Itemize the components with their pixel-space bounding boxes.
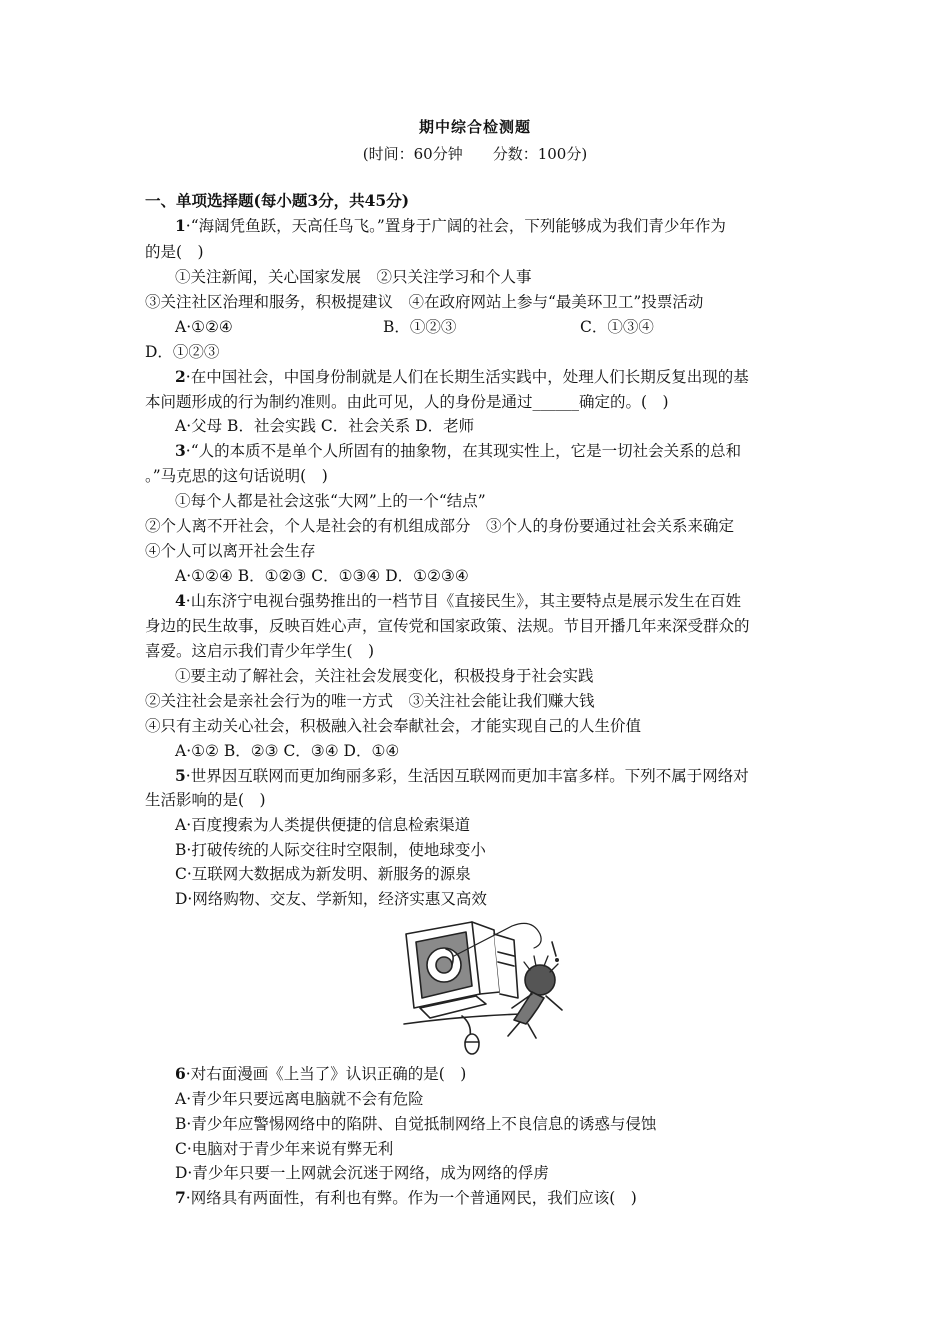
question-1-option-a: A·①②④: [175, 318, 233, 336]
question-number: 3: [175, 441, 186, 460]
question-4-item-1: ①要主动了解社会，关注社会发展变化，积极投身于社会实践: [175, 667, 594, 685]
question-5-option-d: D·网络购物、交友、学新知，经济实惠又高效: [175, 890, 487, 908]
question-2-options: A·父母 B．社会实践 C．社会关系 D．老师: [175, 417, 475, 435]
question-1-item-1: ①关注新闻，关心国家发展 ②只关注学习和个人事: [175, 268, 532, 286]
question-2-line-2: 本问题形成的行为制约准则。由此可见，人的身份是通过______确定的。( ): [145, 393, 669, 411]
question-4-options: A·①② B．②③ C．③④ D．①④: [175, 742, 400, 760]
question-4-item-3: ④只有主动关心社会，积极融入社会奉献社会，才能实现自己的人生价值: [145, 717, 642, 735]
question-4-line-1: 4·山东济宁电视台强势推出的一档节目《直接民生》，其主要特点是展示发生在百姓: [175, 591, 741, 610]
question-3-item-2: ②个人离不开社会，个人是社会的有机组成部分 ③个人的身份要通过社会关系来确定: [145, 517, 735, 535]
question-6-option-a: A·青少年只要远离电脑就不会有危险: [175, 1090, 424, 1108]
question-5-option-c: C·互联网大数据成为新发明、新服务的源泉: [175, 865, 471, 883]
question-number: 6: [175, 1064, 186, 1083]
question-2-line-1: 2·在中国社会，中国身份制就是人们在长期生活实践中，处理人们长期反复出现的基: [175, 367, 749, 386]
cartoon-illustration: [402, 912, 574, 1057]
question-1-line-1: 1·“海阔凭鱼跃，天高任鸟飞。”置身于广阔的社会，下列能够成为我们青少年作为: [175, 216, 726, 235]
question-6-option-d: D·青少年只要一上网就会沉迷于网络，成为网络的俘虏: [175, 1164, 549, 1182]
question-number: 1: [175, 216, 186, 235]
question-6-option-b: B·青少年应警惕网络中的陷阱、自觉抵制网络上不良信息的诱惑与侵蚀: [175, 1115, 657, 1133]
question-1-item-2: ③关注社区治理和服务，积极提建议 ④在政府网站上参与“最美环卫工”投票活动: [145, 293, 704, 311]
question-3-item-3: ④个人可以离开社会生存: [145, 542, 316, 560]
question-6-line-1: 6·对右面漫画《上当了》认识正确的是( ): [175, 1064, 467, 1083]
question-3-item-1: ①每个人都是社会这张“大网”上的一个“结点”: [175, 492, 486, 510]
question-4-line-2: 身边的民生故事，反映百姓心声，宣传党和国家政策、法规。节目开播几年来深受群众的: [145, 617, 750, 635]
question-3-line-1: 3·“人的本质不是单个人所固有的抽象物，在其现实性上，它是一切社会关系的总和: [175, 441, 742, 460]
question-5-option-b: B·打破传统的人际交往时空限制，使地球变小: [175, 841, 486, 859]
question-number: 4: [175, 591, 186, 610]
question-4-item-2: ②关注社会是亲社会行为的唯一方式 ③关注社会能让我们赚大钱: [145, 692, 595, 710]
page-title: 期中综合检测题: [418, 118, 531, 136]
question-6-option-c: C·电脑对于青少年来说有弊无利: [175, 1140, 394, 1158]
question-5-line-2: 生活影响的是( ): [145, 791, 266, 809]
question-1-option-d: D．①②③: [145, 343, 220, 361]
question-number: 7: [175, 1188, 186, 1207]
question-3-options: A·①②④ B．①②③ C．①③④ D．①②③④: [175, 567, 469, 585]
question-number: 2: [175, 367, 186, 386]
section-heading: 一、单项选择题(每小题3分，共45分): [145, 191, 410, 210]
question-7-line-1: 7·网络具有两面性，有利也有弊。作为一个普通网民，我们应该( ): [175, 1188, 637, 1207]
question-5-option-a: A·百度搜索为人类提供便捷的信息检索渠道: [175, 816, 471, 834]
question-1-option-c: C．①③④: [580, 318, 654, 336]
question-1-option-b: B．①②③: [383, 318, 457, 336]
question-5-line-1: 5·世界因互联网而更加绚丽多彩，生活因互联网而更加丰富多样。下列不属于网络对: [175, 766, 749, 785]
exam-info: (时间：60分钟 分数：100分): [362, 145, 588, 163]
question-number: 5: [175, 766, 186, 785]
question-3-line-2: 。”马克思的这句话说明( ): [145, 467, 328, 485]
question-4-line-3: 喜爱。这启示我们青少年学生( ): [145, 642, 375, 660]
question-1-line-2: 的是( ): [145, 243, 204, 261]
